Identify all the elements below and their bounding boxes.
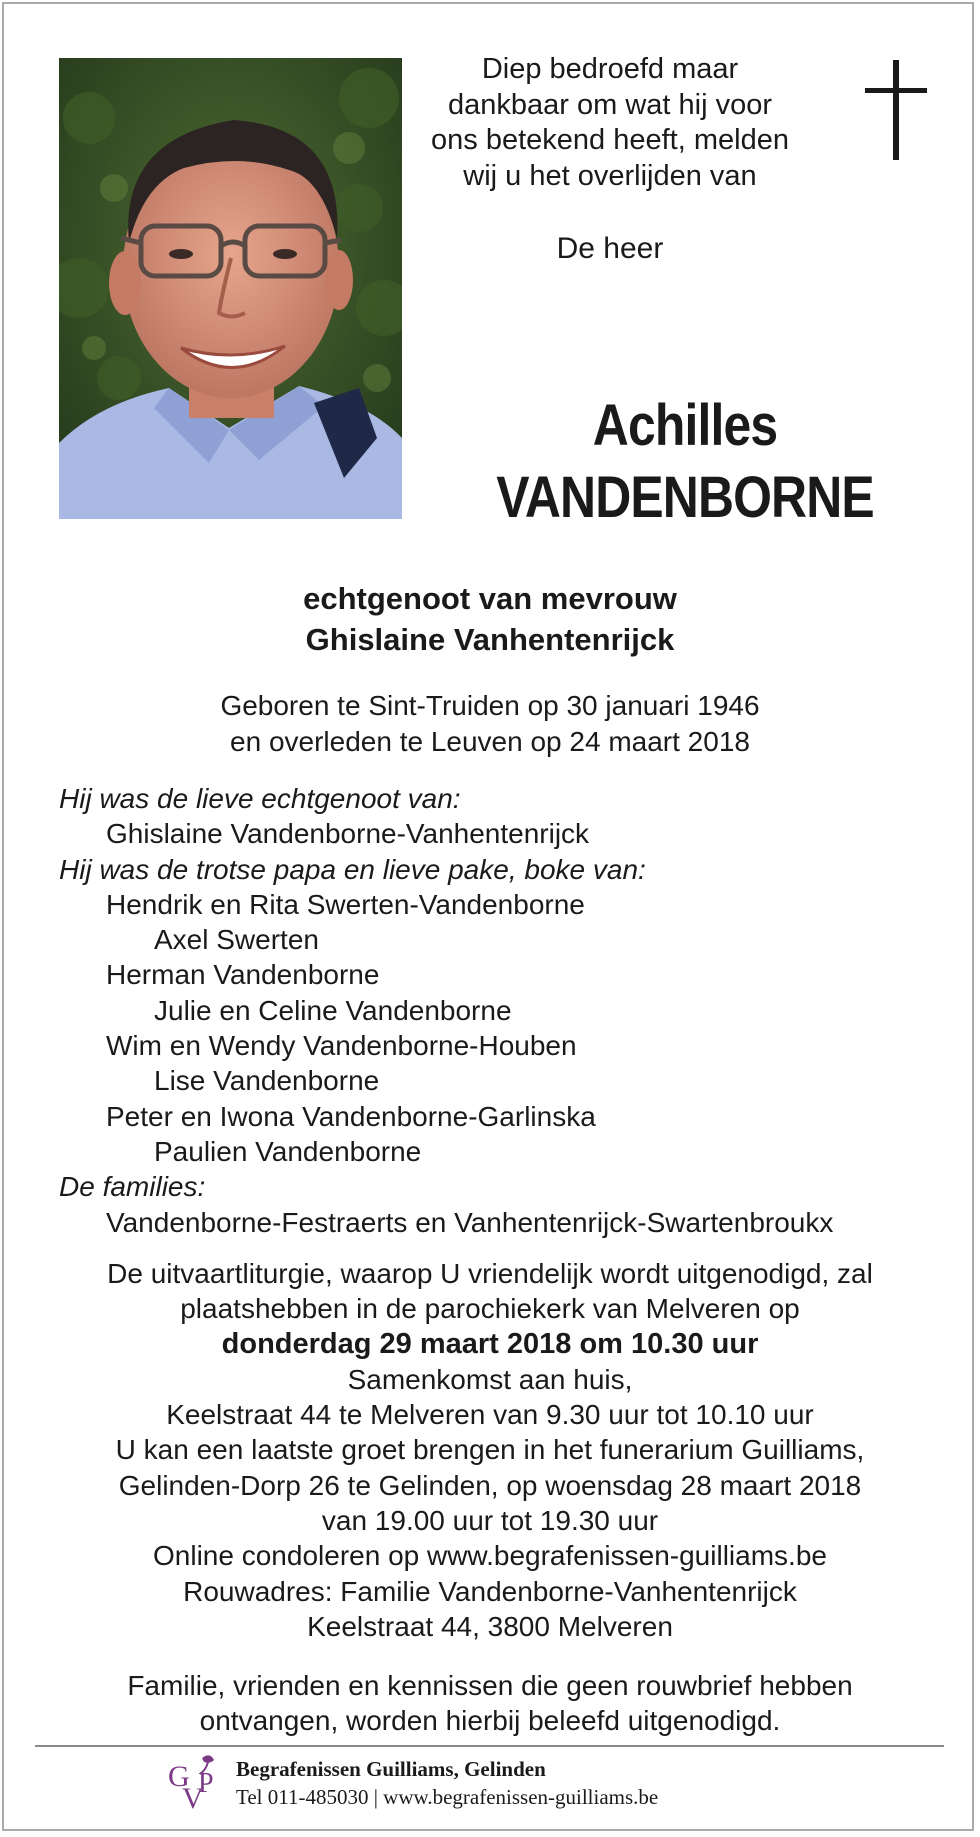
footer	[236, 1756, 658, 1811]
ceremony-line: Gelinden-Dorp 26 te Gelinden, op woensdag 28 maart 2018	[118, 1469, 862, 1501]
family-heading: De families:	[59, 1171, 206, 1203]
divider	[35, 1745, 944, 1747]
family-heading: Hij was de lieve echtgenoot van:	[59, 783, 461, 814]
ceremony-date: donderdag 29 maart 2018 om 10.30 uur	[221, 1327, 759, 1360]
intro-line: wij u het overlijden van	[463, 159, 757, 192]
spouse-line: echtgenoot van mevrouw	[303, 581, 677, 616]
ceremony-block	[0, 1256, 980, 1644]
company-contact: Tel 011-485030 | www.begrafenissen-guilliams.be	[236, 1785, 659, 1809]
family-member: Paulien Vandenborne	[154, 1135, 422, 1167]
family-member: Wim en Wendy Vandenborne-Houben	[106, 1030, 577, 1062]
mourning-address: Rouwadres: Familie Vandenborne-Vanhentenrijck	[183, 1575, 797, 1607]
intro-text	[420, 52, 800, 194]
cross-icon	[865, 60, 927, 160]
family-list	[59, 781, 959, 1240]
family-heading: Hij was de trotse papa en lieve pake, boke van:	[59, 853, 646, 885]
intro-line: dankbaar om wat hij voor	[448, 88, 772, 121]
portrait-photo	[59, 58, 402, 519]
last-name: VANDENBORNE	[496, 465, 874, 530]
ceremony-line: Samenkomst aan huis,	[347, 1363, 633, 1395]
family-member: Vandenborne-Festraerts en Vanhentenrijck-Swartenbroukx	[106, 1206, 834, 1238]
closing-line: Familie, vrienden en kennissen die geen rouwbrief hebben	[127, 1670, 853, 1701]
condolence-line: Online condoleren op www.begrafenissen-guilliams.be	[153, 1540, 827, 1572]
ceremony-line: plaatshebben in de parochiekerk van Melveren op	[180, 1293, 800, 1325]
dates-block	[0, 688, 980, 759]
death-line: en overleden te Leuven op 24 maart 2018	[230, 725, 750, 757]
family-member: Peter en Iwona Vandenborne-Garlinska	[106, 1100, 596, 1132]
family-member: Herman Vandenborne	[106, 959, 380, 991]
svg-text:P: P	[198, 1768, 214, 1799]
family-member: Axel Swerten	[154, 924, 319, 956]
birth-line: Geboren te Sint-Truiden op 30 januari 1946	[220, 690, 760, 721]
company-name: Begrafenissen Guilliams, Gelinden	[236, 1757, 546, 1781]
funeral-home-logo	[166, 1752, 226, 1814]
ceremony-line: U kan een laatste groet brengen in het funerarium Guilliams,	[115, 1434, 865, 1466]
ceremony-line: Keelstraat 44 te Melveren van 9.30 uur tot 10.10 uur	[166, 1399, 814, 1431]
family-member: Julie en Celine Vandenborne	[154, 994, 512, 1026]
closing-line: ontvangen, worden hierbij beleefd uitgenodigd.	[199, 1705, 781, 1737]
intro-line: ons betekend heeft, melden	[431, 124, 789, 156]
spouse-block	[0, 578, 980, 660]
svg-text:V: V	[182, 1782, 204, 1814]
family-member: Hendrik en Rita Swerten-Vandenborne	[106, 888, 585, 920]
mourning-address: Keelstraat 44, 3800 Melveren	[307, 1610, 673, 1642]
closing-block	[0, 1668, 980, 1739]
first-name: Achilles	[592, 393, 778, 458]
family-member: Ghislaine Vandenborne-Vanhentenrijck	[106, 818, 590, 850]
svg-text:G: G	[168, 1760, 190, 1793]
honorific-title: De heer	[556, 232, 664, 265]
spouse-name: Ghislaine Vanhentenrijck	[305, 622, 675, 657]
family-member: Lise Vandenborne	[154, 1065, 380, 1097]
deceased-name	[474, 390, 895, 534]
ceremony-line: De uitvaartliturgie, waarop U vriendelijk wordt uitgenodigd, zal	[107, 1258, 873, 1289]
intro-line: Diep bedroefd maar	[481, 53, 739, 85]
ceremony-line: van 19.00 uur tot 19.30 uur	[321, 1505, 659, 1537]
